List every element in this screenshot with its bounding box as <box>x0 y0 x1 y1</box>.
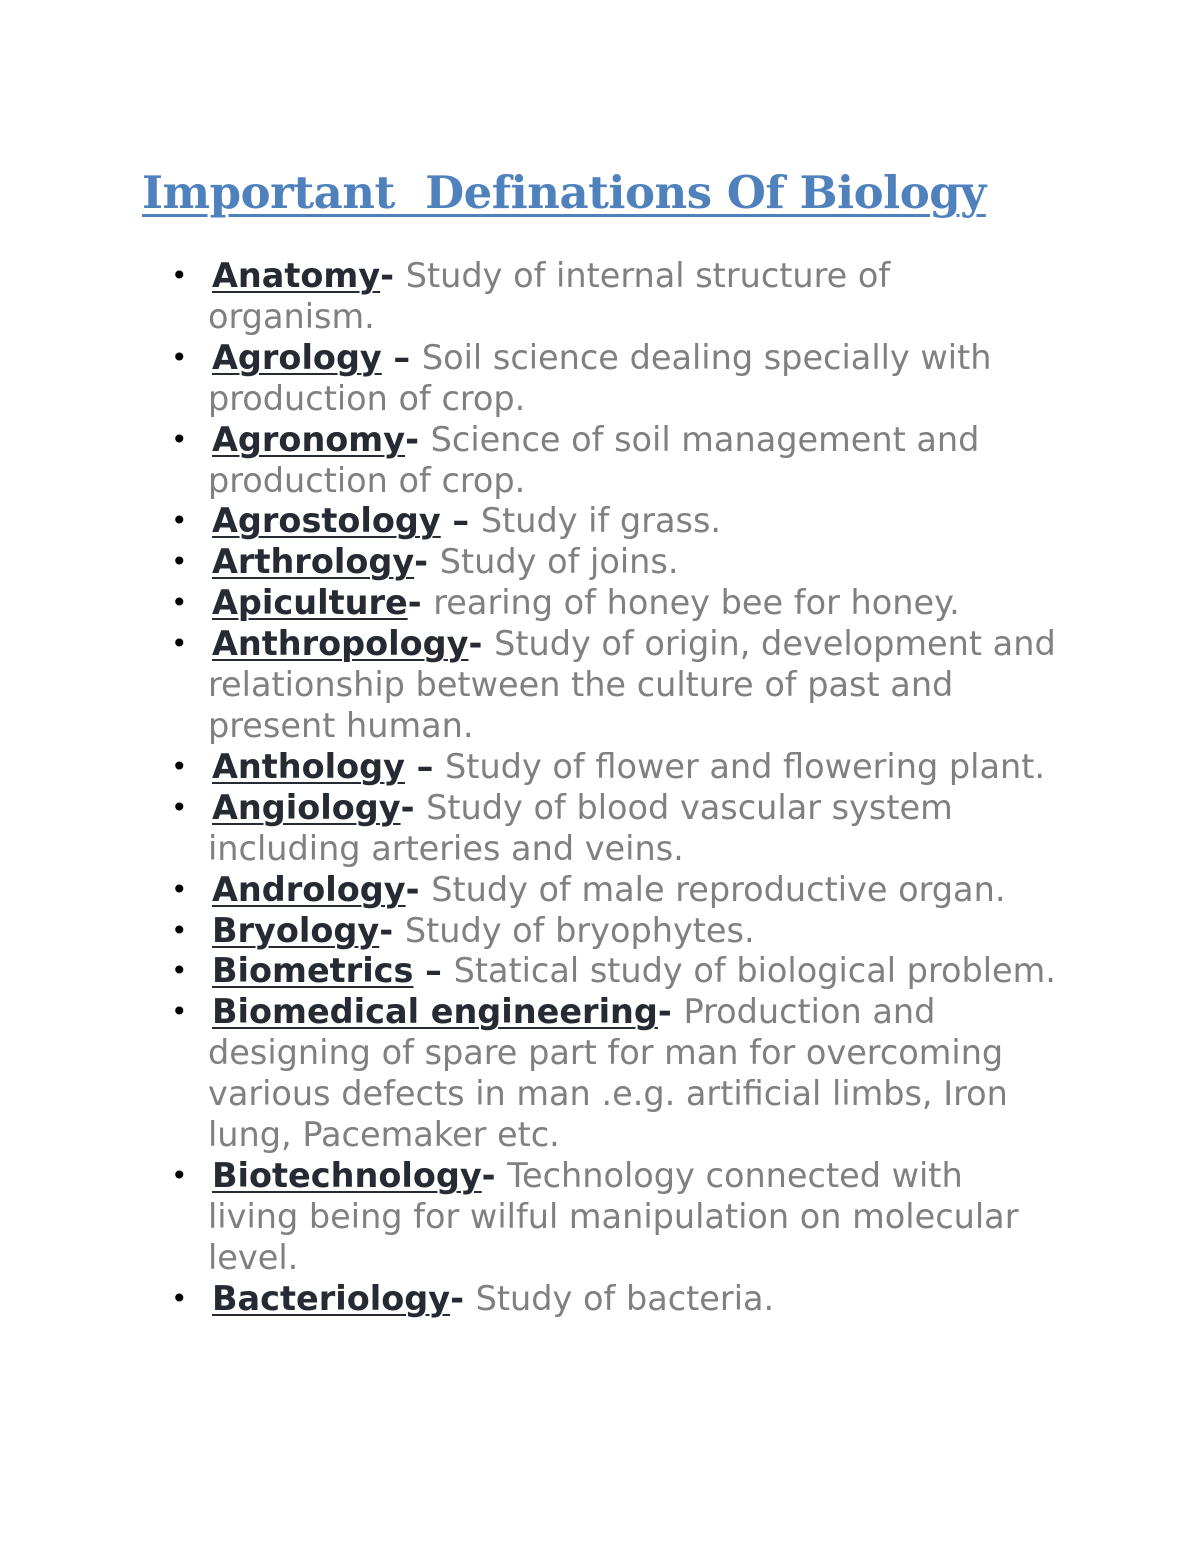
term: Anthology <box>212 746 405 786</box>
list-item <box>0 420 1058 502</box>
term: Biometrics <box>212 951 414 991</box>
list-item <box>0 338 1058 420</box>
bullet-icon: • <box>171 913 188 947</box>
bullet-icon: • <box>171 1158 188 1192</box>
definition: Technology connected with living being for wilful manipulation on molecular level. <box>208 1155 1019 1277</box>
term: Agrostology <box>212 501 441 541</box>
bullet-icon: • <box>171 954 188 988</box>
term: Bryology <box>212 910 380 950</box>
term: Apiculture <box>212 583 408 623</box>
term: Bacteriology <box>212 1278 451 1318</box>
list-item <box>0 1279 1058 1320</box>
term: Angiology <box>212 787 401 827</box>
bullet-icon: • <box>171 1281 188 1315</box>
list-item <box>0 951 1058 992</box>
list-item <box>0 1156 1058 1279</box>
definition: Study of bacteria. <box>475 1278 775 1318</box>
term-separator: - <box>414 542 440 582</box>
term-separator: – <box>413 951 454 991</box>
definition: Study of flower and flowering plant. <box>445 746 1046 786</box>
term-separator: - <box>405 869 432 909</box>
bullet-icon: • <box>171 422 188 456</box>
list-item <box>0 911 1058 952</box>
term: Anthropology <box>212 624 469 664</box>
list-item <box>0 256 1058 338</box>
term: Biotechnology <box>212 1155 482 1195</box>
definition: Study if grass. <box>480 501 722 541</box>
term: Anatomy <box>212 256 381 295</box>
definition: Soil science dealing specially with production of crop. <box>208 337 992 418</box>
definition: Statical study of biological problem. <box>453 951 1056 991</box>
list-item <box>0 501 1058 542</box>
definition: Science of soil management and production of crop. <box>208 419 980 500</box>
bullet-icon: • <box>171 586 188 620</box>
term: Arthrology <box>212 542 415 582</box>
term-separator: - <box>379 910 405 950</box>
bullet-icon: • <box>171 749 188 783</box>
bullet-icon: • <box>171 504 188 538</box>
term-separator: - <box>405 419 431 459</box>
definition: Study of internal structure of organism. <box>208 256 891 336</box>
list-item <box>0 583 1058 624</box>
definitions-list <box>0 256 1058 1320</box>
term-separator: - <box>657 992 684 1032</box>
term-separator: – <box>440 501 481 541</box>
bullet-icon: • <box>171 259 188 292</box>
list-item <box>0 624 1058 747</box>
term-separator: - <box>400 787 427 827</box>
term-separator: - <box>468 624 495 664</box>
definition: Production and designing of spare part for man for overcoming various defects in man .e.g. artificial limbs, Iron lung, Pacemaker etc. <box>208 992 1008 1155</box>
definition: Study of bryophytes. <box>404 910 755 950</box>
bullet-icon: • <box>171 340 188 374</box>
term-separator: – <box>381 337 422 377</box>
bullet-icon: • <box>171 790 188 824</box>
term-separator: - <box>450 1278 476 1318</box>
term: Biomedical engineering <box>212 992 658 1032</box>
term-separator: - <box>407 583 434 623</box>
definition: Study of blood vascular system including arteries and veins. <box>208 787 953 868</box>
bullet-icon: • <box>171 995 188 1029</box>
bullet-icon: • <box>171 627 188 661</box>
bullet-icon: • <box>171 872 188 906</box>
definition: Study of joins. <box>439 542 679 582</box>
definition: rearing of honey bee for honey. <box>433 583 960 623</box>
list-item <box>0 788 1058 870</box>
term: Andrology <box>212 869 406 909</box>
definition: Study of origin, development and relationship between the culture of past and present human. <box>208 624 1056 745</box>
term: Agronomy <box>212 419 406 459</box>
bullet-icon: • <box>171 545 188 579</box>
list-item <box>0 747 1058 788</box>
list-item <box>0 870 1058 911</box>
term: Agrology <box>212 337 382 377</box>
term-separator: – <box>404 746 446 786</box>
term-separator: - <box>481 1155 508 1195</box>
definition: Study of male reproductive organ. <box>431 869 1006 909</box>
list-item <box>0 992 1058 1156</box>
page-title: Important Definations Of Biology <box>142 166 986 219</box>
list-item <box>0 542 1058 583</box>
term-separator: - <box>380 256 406 295</box>
